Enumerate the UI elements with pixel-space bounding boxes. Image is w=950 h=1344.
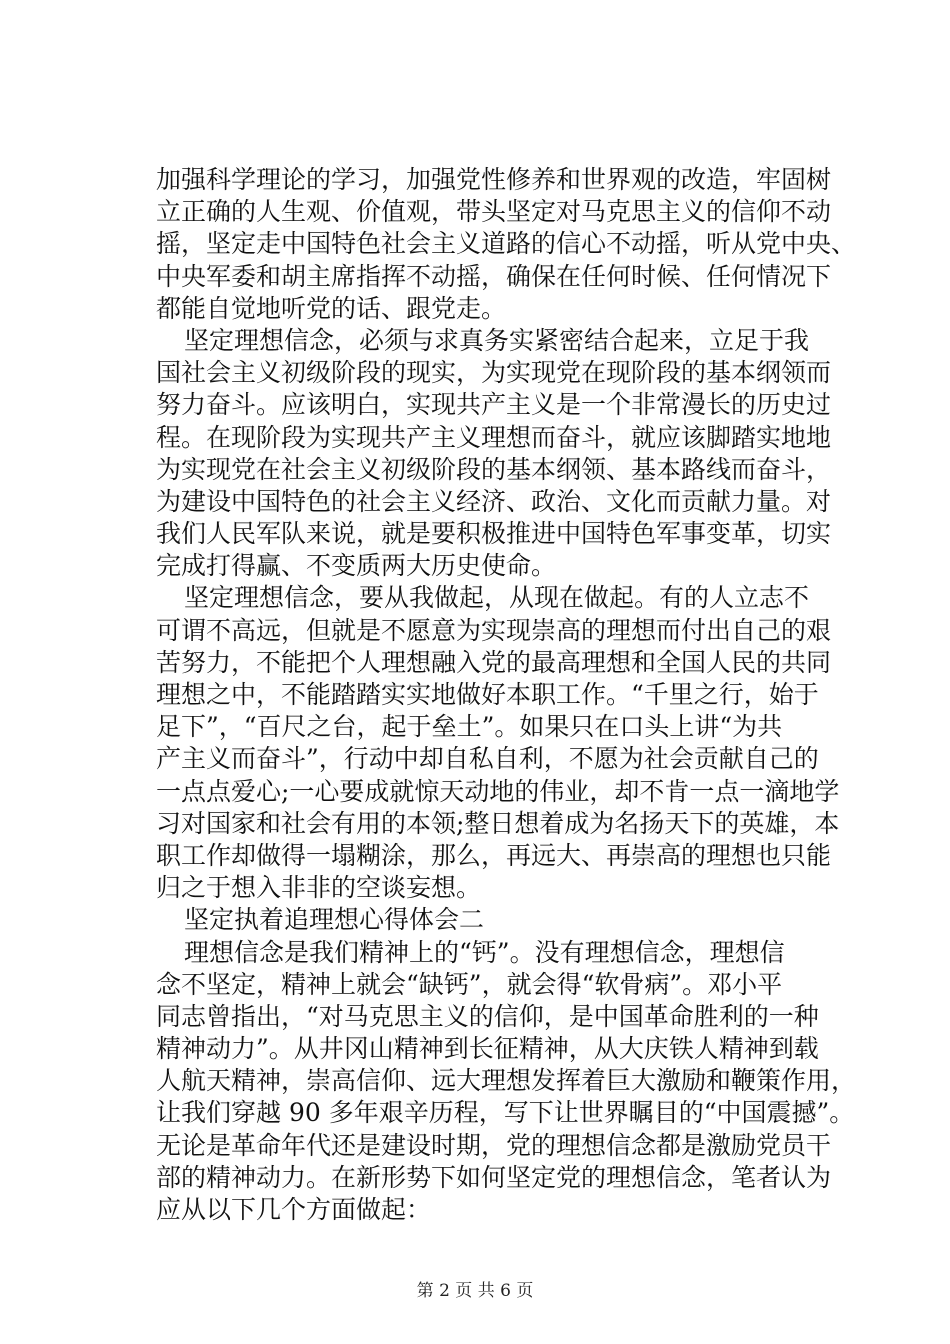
document-body: [156, 164, 856, 1226]
text-line: 应从以下几个方面做起：: [156, 1195, 432, 1224]
text-line: 部的精神动力。在新形势下如何坚定党的理想信念，笔者认为: [156, 1162, 832, 1192]
paragraph-start-line: 坚定理想信念，必须与求真务实紧密结合起来，立足于我: [184, 325, 810, 355]
text-line: 归之于想入非非的空谈妄想。: [156, 873, 482, 903]
section-heading: 坚定执着追理想心得体会二: [184, 905, 485, 935]
paragraph-start-line: 坚定理想信念，要从我做起，从现在做起。有的人立志不: [184, 583, 810, 613]
text-line: 无论是革命年代还是建设时期，党的理想信念都是激励党员干: [156, 1130, 832, 1160]
text-line: 足下”，“百尺之台，起于垒土”。如果只在口头上讲“为共: [156, 712, 783, 742]
text-line: 一点点爱心;一心要成就惊天动地的伟业，却不肯一点一滴地学: [156, 776, 840, 806]
text-line: 理想之中，不能踏踏实实地做好本职工作。“千里之行，始于: [156, 680, 819, 709]
text-line: 同志曾指出，“对马克思主义的信仰，是中国革命胜利的一种: [156, 1001, 819, 1031]
text-line: 都能自觉地听党的话、跟党走。: [156, 293, 507, 323]
text-line: 我们人民军队来说，就是要积极推进中国特色军事变革，切实: [156, 519, 832, 549]
text-line: 摇，坚定走中国特色社会主义道路的信心不动摇，听从党中央、: [156, 229, 857, 259]
text-line: 立正确的人生观、价值观，带头坚定对马克思主义的信仰不动: [156, 197, 832, 227]
page-number-footer: 第 2 页 共 6 页: [416, 1281, 534, 1301]
text-line: 努力奋斗。应该明白，实现共产主义是一个非常漫长的历史过: [156, 390, 832, 420]
text-line: 念不坚定，精神上就会“缺钙”，就会得“软骨病”。邓小平: [156, 969, 783, 999]
text-line: 加强科学理论的学习，加强党性修养和世界观的改造，牢固树: [156, 165, 832, 194]
text-line: 完成打得赢、不变质两大历史使命。: [156, 551, 557, 581]
text-line: 苦努力，不能把个人理想融入党的最高理想和全国人民的共同: [156, 647, 832, 677]
text-line: 为建设中国特色的社会主义经济、政治、文化而贡献力量。对: [156, 486, 832, 516]
text-line: 国社会主义初级阶段的现实，为实现党在现阶段的基本纲领而: [156, 358, 832, 388]
text-line: 习对国家和社会有用的本领;整日想着成为名扬天下的英雄，本: [156, 808, 840, 838]
text-line: 精神动力”。从井冈山精神到长征精神，从大庆铁人精神到载: [156, 1034, 819, 1064]
text-line: 为实现党在社会主义初级阶段的基本纲领、基本路线而奋斗，: [156, 454, 832, 484]
text-line: 程。在现阶段为实现共产主义理想而奋斗，就应该脚踏实地地: [156, 422, 832, 452]
text-line: 产主义而奋斗”，行动中却自私自利，不愿为社会贡献自己的: [156, 744, 819, 774]
text-line: 人航天精神，崇高信仰、远大理想发挥着巨大激励和鞭策作用，: [156, 1066, 857, 1096]
text-line: 可谓不高远，但就是不愿意为实现崇高的理想而付出自己的艰: [156, 615, 832, 645]
text-line: 中央军委和胡主席指挥不动摇，确保在任何时候、任何情况下: [156, 261, 832, 291]
text-line: 职工作却做得一塌糊涂，那么，再远大、再崇高的理想也只能: [156, 840, 832, 870]
text-line: 让我们穿越 90 多年艰辛历程，写下让世界瞩目的“中国震撼”。: [156, 1098, 855, 1128]
paragraph-start-line: 理想信念是我们精神上的“钙”。没有理想信念，理想信: [184, 937, 785, 967]
